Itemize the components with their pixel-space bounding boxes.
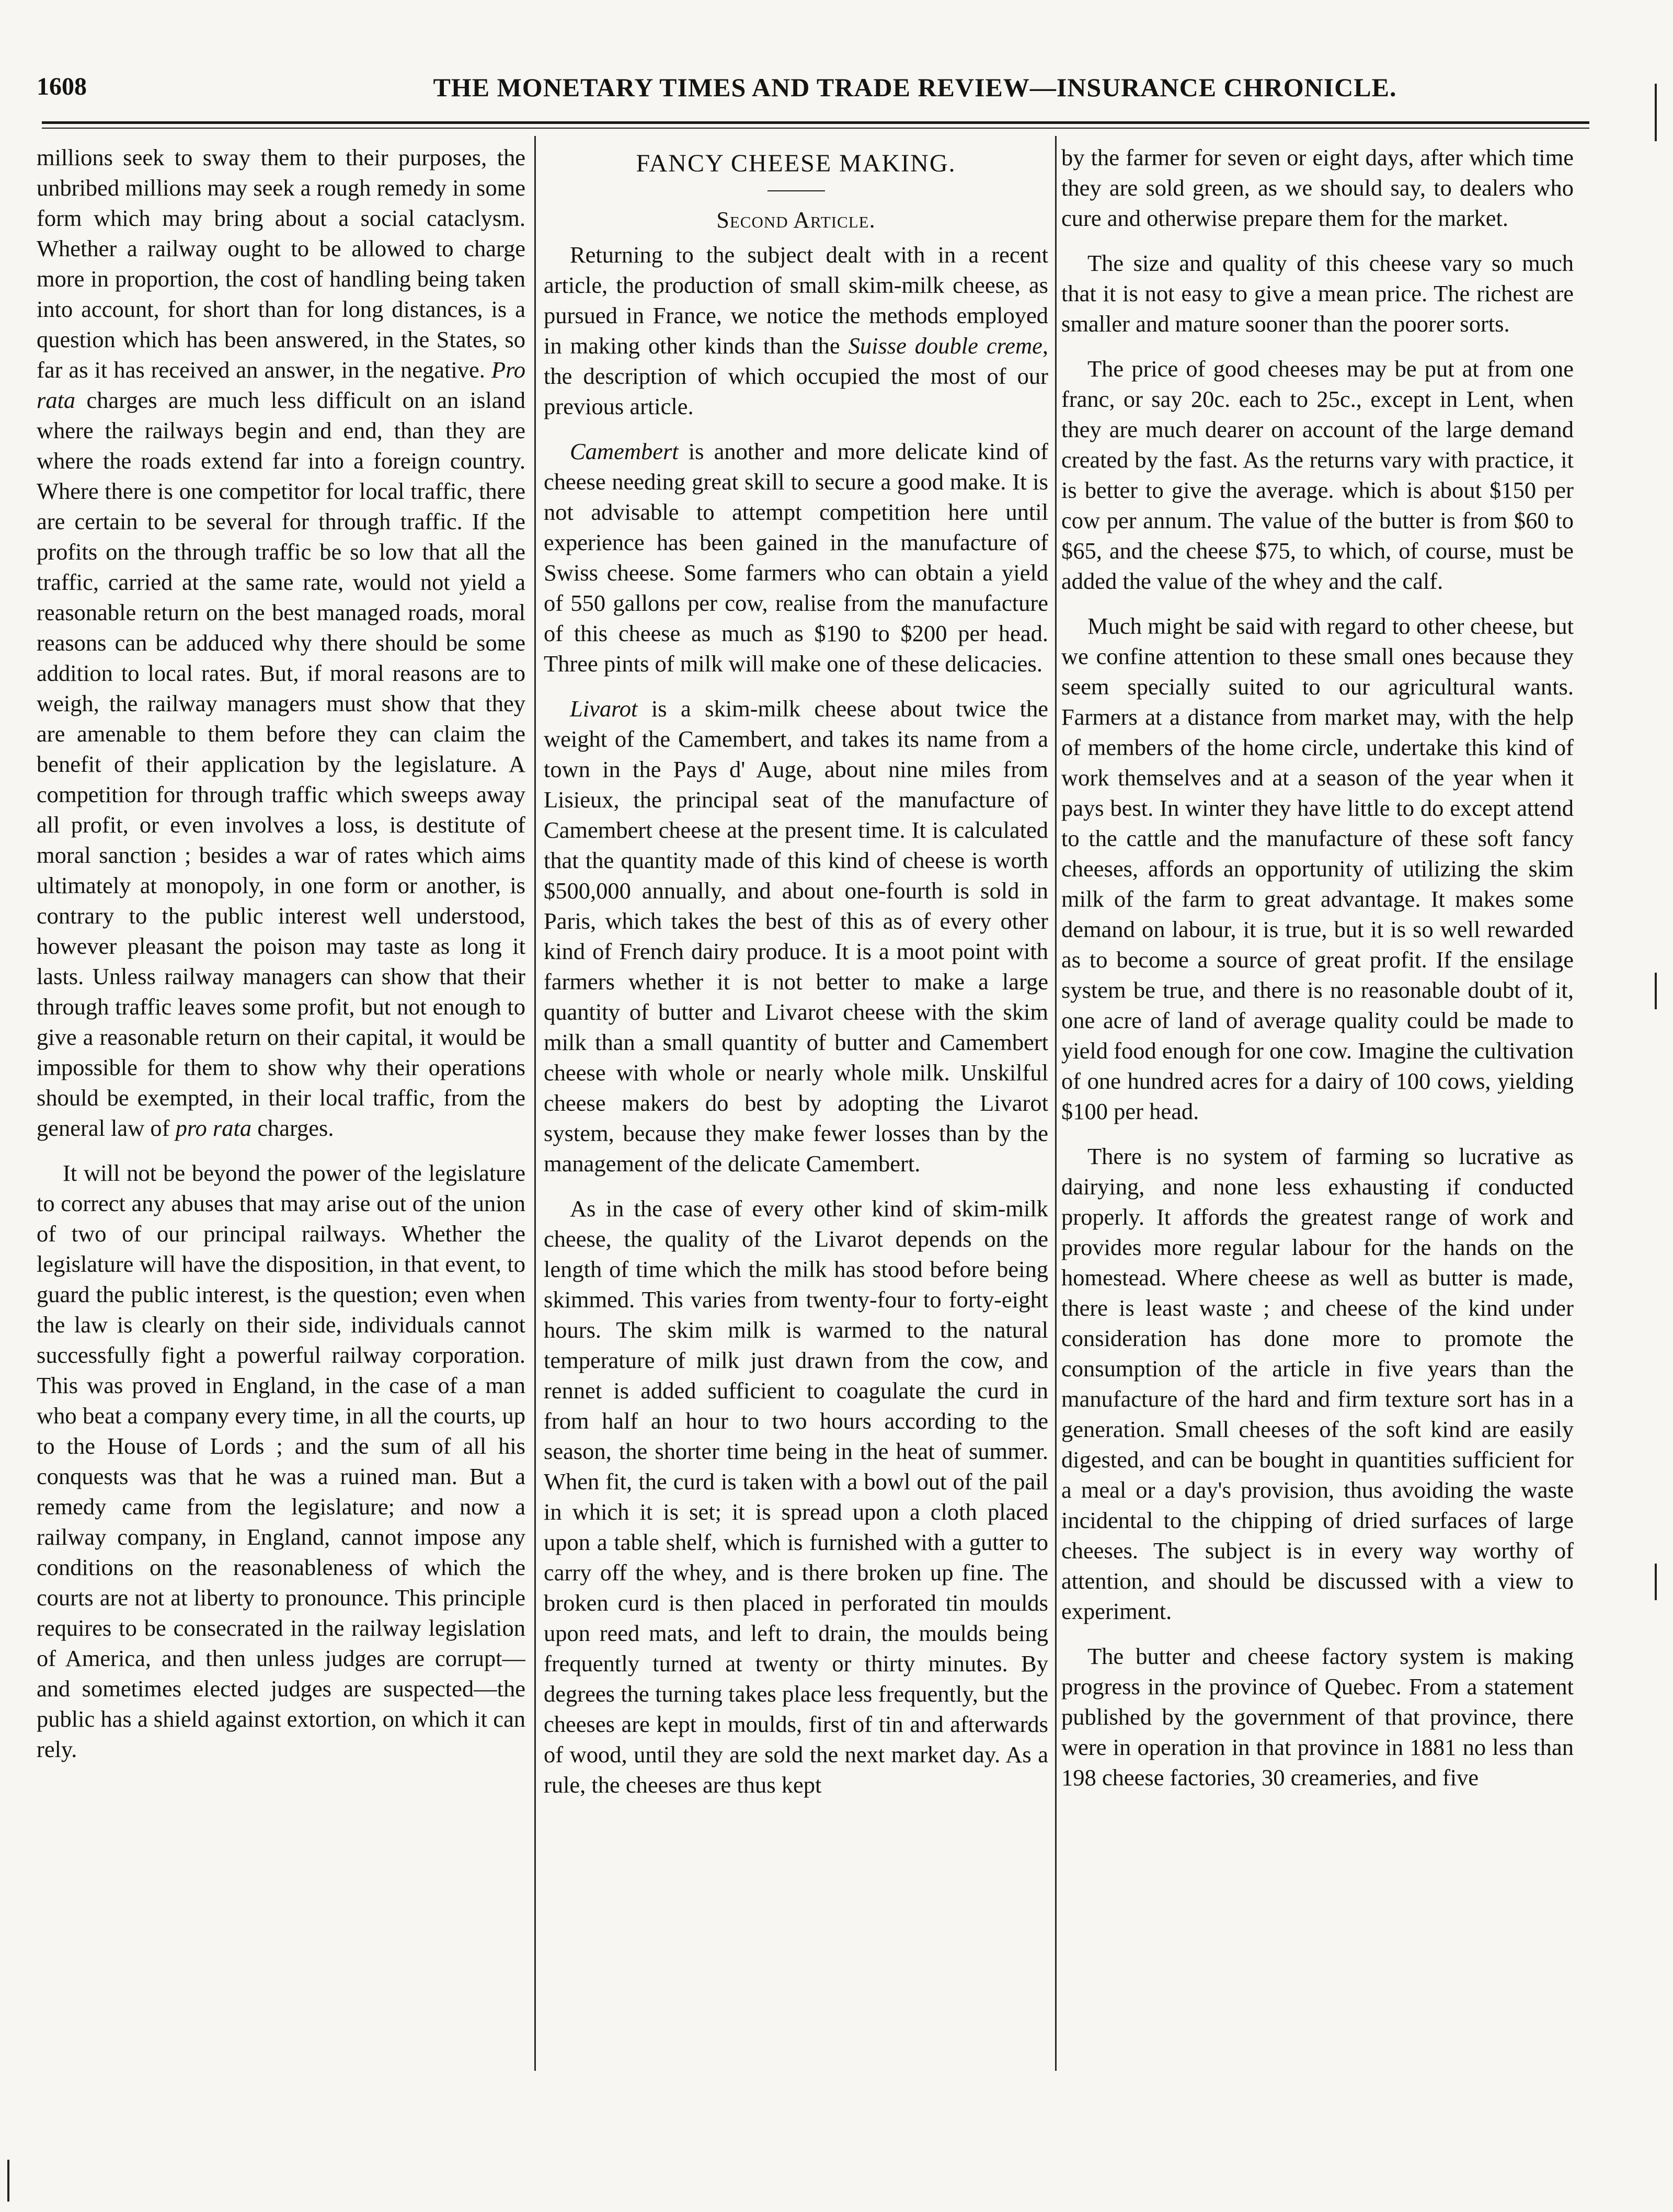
col2-paragraph-4: As in the case of every other kind of skim-milk cheese, the quality of the Livarot depends on the length of time which the milk has stood before being skimmed. This varies from twenty-four to forty-eight hours. The skim milk is warmed to the natural temperature of milk just drawn from the cow, and rennet is added sufficient to coagulate the curd in from half an hour to two hours according to the season, the shorter time being in the heat of summer. When fit, the curd is taken with a bowl out of the pail in which it is set; it is spread upon a cloth placed upon a table shelf, which is furnished with a gutter to carry off the whey, and is there broken up fine. The broken curd is then placed in perforated tin moulds upon reed mats, and left to drain, the moulds being frequently turned at twenty or thirty minutes. By degrees the turning takes place less frequently, but the cheeses are kept in moulds, first of tin and afterwards of wood, until they are sold the next market day. As a rule, the cheeses are thus kept — [544, 1195, 1048, 1798]
col3-paragraph-5: There is no system of farming so lucrative as dairying, and none less exhausting if conducted properly. It affords the greatest range of work and provides more regular labour for the hands on the homestead. Where cheese as well as butter is made, there is least waste ; and cheese of the kind under consideration has done more to promote the consumption of the article in five years than the manufacture of the hard and firm texture sort has in a generation. Small cheeses of the soft kind are easily digested, and can be bought in quantities sufficient for a meal or a day's provision, thus avoiding the waste incidental to the chipping of dried surfaces of large cheeses. The subject is in every way worthy of attention, and should be discussed with a view to experiment. — [1061, 1143, 1574, 1624]
col2-paragraph-1: Returning to the subject dealt with in a recent article, the production of small skim-milk cheese, as pursued in France, we notice the methods employed in making other kinds than the Suisse double creme, the description of which occupied the most of our previous article. — [544, 242, 1048, 419]
title-rule — [767, 190, 825, 191]
col3-paragraph-4: Much might be said with regard to other cheese, but we confine attention to these small ones because they seem specially suited to our agricultural wants. Farmers at a distance from market may, with the help of members of the home circle, undertake this kind of work themselves and at a season of the year when it pays best. In winter they have little to do except attend to the cattle and the manufacture of these soft fancy cheeses, affords an opportunity of utilizing the skim milk of the farm to great advantage. It makes some demand on labour, it is true, but it is so well rewarded as to become a source of great profit. If the ensilage system be true, and there is no reasonable doubt of it, one acre of land of average quality could be made to yield food enough for one cow. Imagine the cultivation of one hundred acres for a dairy of 100 cows, yielding $100 per head. — [1061, 613, 1574, 1124]
column-2 — [544, 142, 1048, 2067]
col3-paragraph-6: The butter and cheese factory system is making progress in the province of Quebec. From a statement published by the government of that province, there were in operation in that province in 1881 no less than 198 cheese factories, 30 creameries, and five — [1061, 1643, 1574, 1791]
col3-paragraph-1: by the farmer for seven or eight days, after which time they are sold green, as we should say, to dealers who cure and otherwise prepare them for the market. — [1061, 144, 1574, 231]
col1-paragraph-2: It will not be beyond the power of the legislature to correct any abuses that may arise out of the union of two of our principal railways. Whether the legislature will have the disposition, in that event, to guard the public interest, is the question; even when the law is clearly on their side, individuals cannot successfully fight a powerful railway corporation. This was proved in England, in the case of a man who beat a company every time, in all the courts, up to the House of Lords ; and the sum of all his conquests was that he was a ruined man. But a remedy came from the legislature; and now a railway company, in England, cannot impose any conditions on the reasonableness of which the courts are not at liberty to pronounce. This principle requires to be consecrated in the railway legislation of America, and then unless judges are corrupt—and sometimes elected judges are suspected—the public has a shield against extortion, on which it can rely. — [37, 1160, 525, 1762]
scan-edge-mark-middle — [1655, 973, 1657, 1009]
page-number: 1608 — [37, 73, 87, 100]
col3-paragraph-3: The price of good cheeses may be put at from one franc, or say 20c. each to 25c., except in Lent, when they are much dearer on account of the large demand created by the fast. As the returns vary with practice, it is better to give the average. which is about $150 per cow per annum. The value of the butter is from $60 to $65, and the cheese $75, to which, of course, must be added the value of the whey and the calf. — [1061, 356, 1574, 594]
col2-paragraph-3: Livarot is a skim-milk cheese about twice the weight of the Camembert, and takes its name from a town in the Pays d' Auge, about nine miles from Lisieux, the principal seat of the manufacture of Camembert cheese at the present time. It is calculated that the quantity made of this kind of cheese is worth $500,000 annually, and about one-fourth is sold in Paris, which takes the best of this as of every other kind of French dairy produce. It is a moot point with farmers whether it is not better to make a large quantity of butter and Livarot cheese with the skim milk than a small quantity of butter and Camembert cheese with whole or nearly whole milk. Unskilful cheese makers do best by adopting the Livarot system, because they make fewer losses than by the management of the delicate Camembert. — [544, 695, 1048, 1177]
page-header — [37, 72, 1595, 109]
scan-edge-mark-top — [1655, 84, 1657, 141]
header-rule-thin — [42, 128, 1589, 129]
scan-edge-mark-bottom-left — [7, 2160, 9, 2202]
column-3 — [1061, 142, 1574, 2067]
column-divider-2 — [1055, 136, 1057, 2071]
scan-edge-mark-lower — [1655, 1564, 1657, 1600]
running-head: THE MONETARY TIMES AND TRADE REVIEW—INSURANCE CHRONICLE. — [433, 73, 1397, 102]
col1-paragraph-1: millions seek to sway them to their purposes, the unbribed millions may seek a rough remedy in some form which may bring about a social cataclysm. Whether a railway ought to be allowed to charge more in proportion, the cost of handling being taken into account, for short than for long distances, is a question which has been answered, in the States, so far as it has received an answer, in the negative. Pro rata charges are much less difficult on an island where the railways begin and end, than they are where the roads extend far into a foreign country. Where there is one competitor for local traffic, there are certain to be several for through traffic. If the profits on the through traffic be so low that all the traffic, carried at the same rate, would not yield a reasonable return on the best managed roads, moral reasons can be adduced why there should be some addition to local rates. But, if moral reasons are to weigh, the railway managers must show that they are amenable to them before they can claim the benefit of their application by the legislature. A competition for through traffic which sweeps away all profit, or even involves a loss, is destitute of moral sanction ; besides a war of rates which aims ultimately at monopoly, in one form or another, is contrary to the public interest well understood, however pleasant the poison may taste as long it lasts. Unless railway managers can show that their through traffic leaves some profit, but not enough to give a reasonable return on their capital, it would be impossible for them to show why their operations should be exempted, in their local traffic, from the general law of pro rata charges. — [37, 144, 525, 1141]
article-subtitle: Second Article. — [716, 207, 876, 233]
column-divider-1 — [534, 136, 536, 2071]
col2-paragraph-2: Camembert is another and more delicate kind of cheese needing great skill to secure a good make. It is not advisable to attempt competition here until experience has been gained in the manufacture of Swiss cheese. Some farmers who can obtain a yield of 550 gallons per cow, realise from the manufacture of this cheese as much as $190 to $200 per head. Three pints of milk will make one of these delicacies. — [544, 438, 1048, 677]
header-rule-thick — [42, 121, 1589, 124]
col3-paragraph-2: The size and quality of this cheese vary so much that it is not easy to give a mean price. The richest are smaller and mature sooner than the poorer sorts. — [1061, 250, 1574, 337]
article-title: FANCY CHEESE MAKING. — [636, 150, 956, 177]
column-1 — [37, 142, 525, 2067]
